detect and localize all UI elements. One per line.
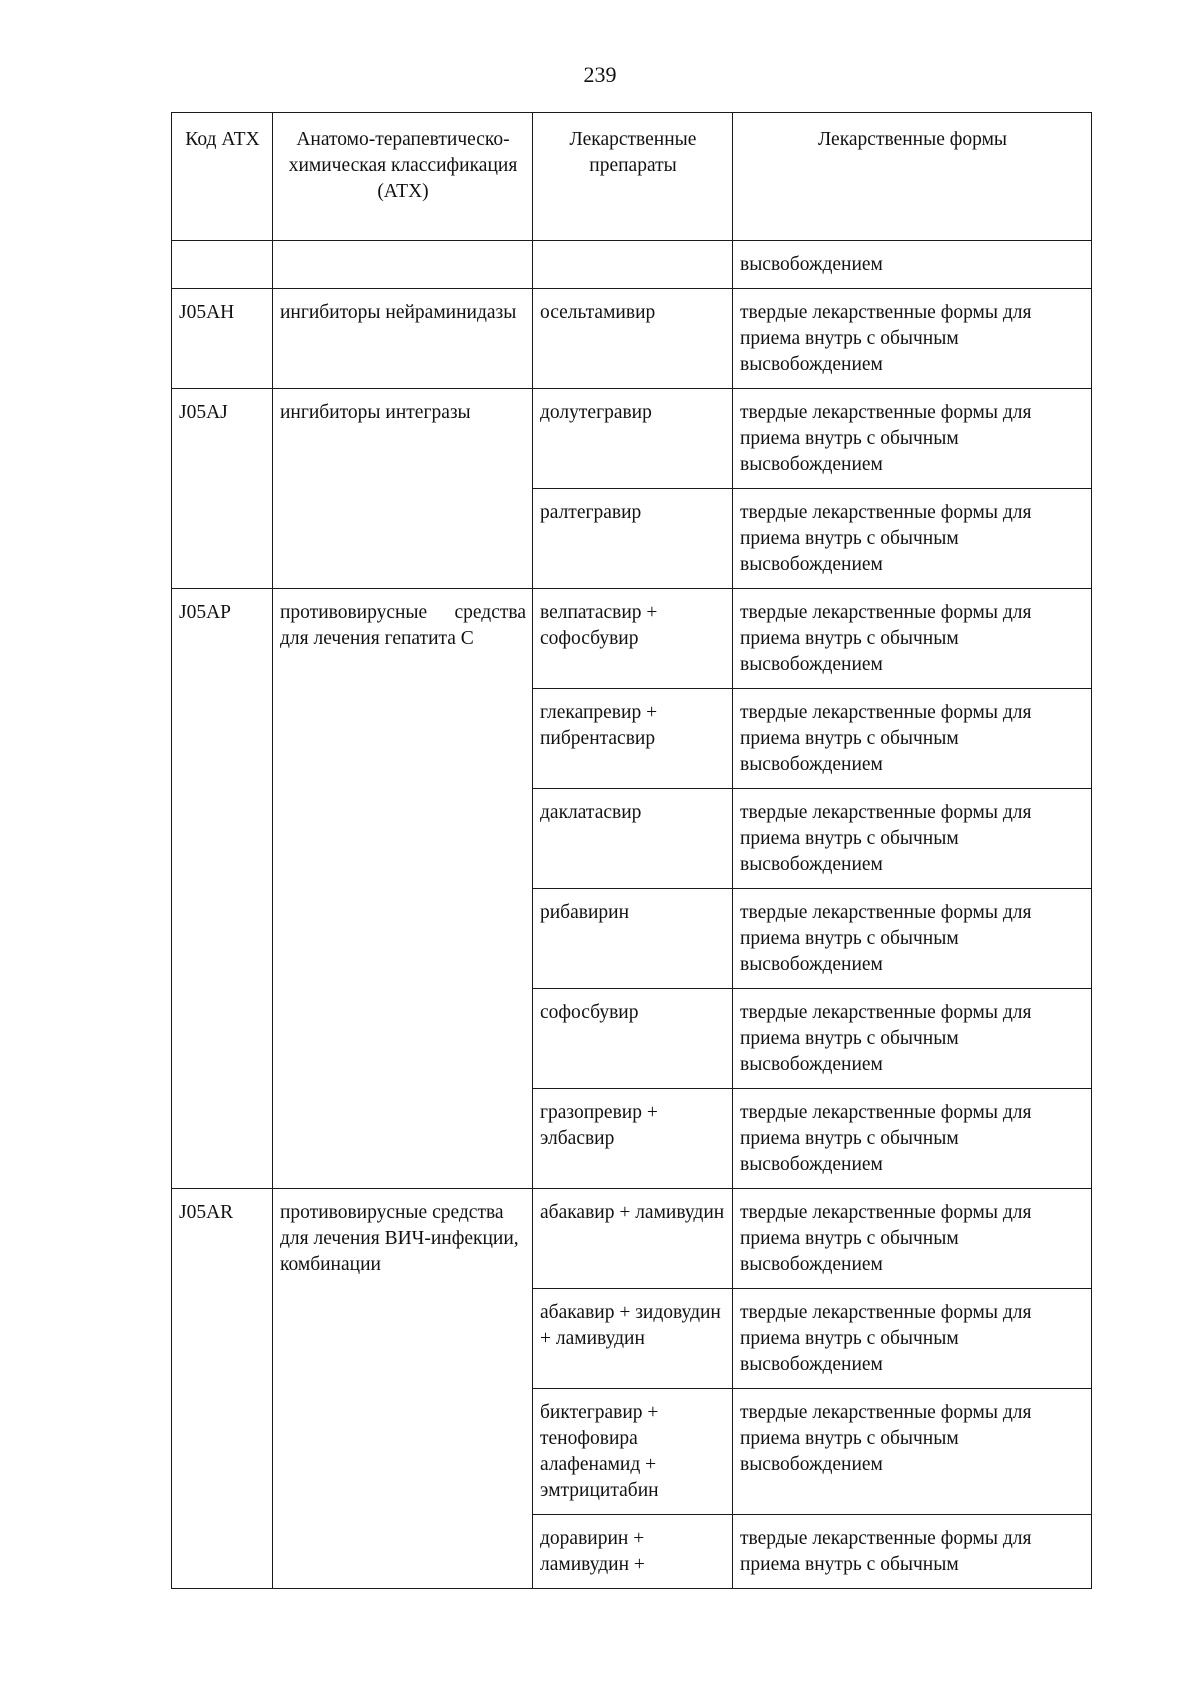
cell-drug: даклатасвир: [533, 789, 733, 889]
cell-code: J05AR: [172, 1189, 273, 1589]
cell-classification: противовирусные средства для лечения гепатита C: [273, 589, 533, 1189]
cell-drug: [533, 241, 733, 289]
cell-form: твердые лекарственные формы для приема внутрь с обычным высвобождением: [733, 1289, 1092, 1389]
cell-form: твердые лекарственные формы для приема внутрь с обычным высвобождением: [733, 689, 1092, 789]
cell-classification: ингибиторы интегразы: [273, 389, 533, 589]
cell-form: твердые лекарственные формы для приема внутрь с обычным высвобождением: [733, 289, 1092, 389]
cell-form: твердые лекарственные формы для приема внутрь с обычным высвобождением: [733, 889, 1092, 989]
cell-drug: софосбувир: [533, 989, 733, 1089]
header-forms: Лекарственные формы: [733, 113, 1092, 241]
table-row: [172, 589, 1092, 689]
header-drugs: Лекарственные препараты: [533, 113, 733, 241]
cell-classification: противовирусные средства для лечения ВИЧ-инфекции, комбинации: [273, 1189, 533, 1589]
cell-drug: ралтегравир: [533, 489, 733, 589]
cell-drug: биктегравир + тенофовира алафенамид + эмтрицитабин: [533, 1389, 733, 1515]
header-classification: Анатомо-терапевтическо-химическая классификация (АТХ): [273, 113, 533, 241]
table-row: [172, 389, 1092, 489]
cell-form: высвобождением: [733, 241, 1092, 289]
cell-form: твердые лекарственные формы для приема внутрь с обычным высвобождением: [733, 1089, 1092, 1189]
cell-code: J05AJ: [172, 389, 273, 589]
cell-form: твердые лекарственные формы для приема внутрь с обычным: [733, 1515, 1092, 1589]
cell-form: твердые лекарственные формы для приема внутрь с обычным высвобождением: [733, 589, 1092, 689]
cell-code: J05AH: [172, 289, 273, 389]
table-row: [172, 241, 1092, 289]
cell-form: твердые лекарственные формы для приема внутрь с обычным высвобождением: [733, 1189, 1092, 1289]
cell-drug: гразопревир + элбасвир: [533, 1089, 733, 1189]
table-row: [172, 1189, 1092, 1289]
table-row: [172, 289, 1092, 389]
cell-drug: абакавир + ламивудин: [533, 1189, 733, 1289]
table-header-row: [172, 113, 1092, 241]
cell-code: [172, 241, 273, 289]
cell-drug: велпатасвир + софосбувир: [533, 589, 733, 689]
cell-drug: глекапревир + пибрентасвир: [533, 689, 733, 789]
cell-drug: долутегравир: [533, 389, 733, 489]
header-code: Код АТХ: [172, 113, 273, 241]
cell-form: твердые лекарственные формы для приема внутрь с обычным высвобождением: [733, 1389, 1092, 1515]
drug-table: [171, 112, 1092, 1589]
cell-code: J05AP: [172, 589, 273, 1189]
page-number: 239: [583, 62, 617, 87]
cell-form: твердые лекарственные формы для приема внутрь с обычным высвобождением: [733, 389, 1092, 489]
cell-classification: [273, 241, 533, 289]
cell-drug: осельтамивир: [533, 289, 733, 389]
cell-form: твердые лекарственные формы для приема внутрь с обычным высвобождением: [733, 989, 1092, 1089]
cell-drug: абакавир + зидовудин + ламивудин: [533, 1289, 733, 1389]
cell-drug: доравирин + ламивудин +: [533, 1515, 733, 1589]
cell-classification: ингибиторы нейраминидазы: [273, 289, 533, 389]
cell-form: твердые лекарственные формы для приема внутрь с обычным высвобождением: [733, 789, 1092, 889]
cell-drug: рибавирин: [533, 889, 733, 989]
cell-form: твердые лекарственные формы для приема внутрь с обычным высвобождением: [733, 489, 1092, 589]
